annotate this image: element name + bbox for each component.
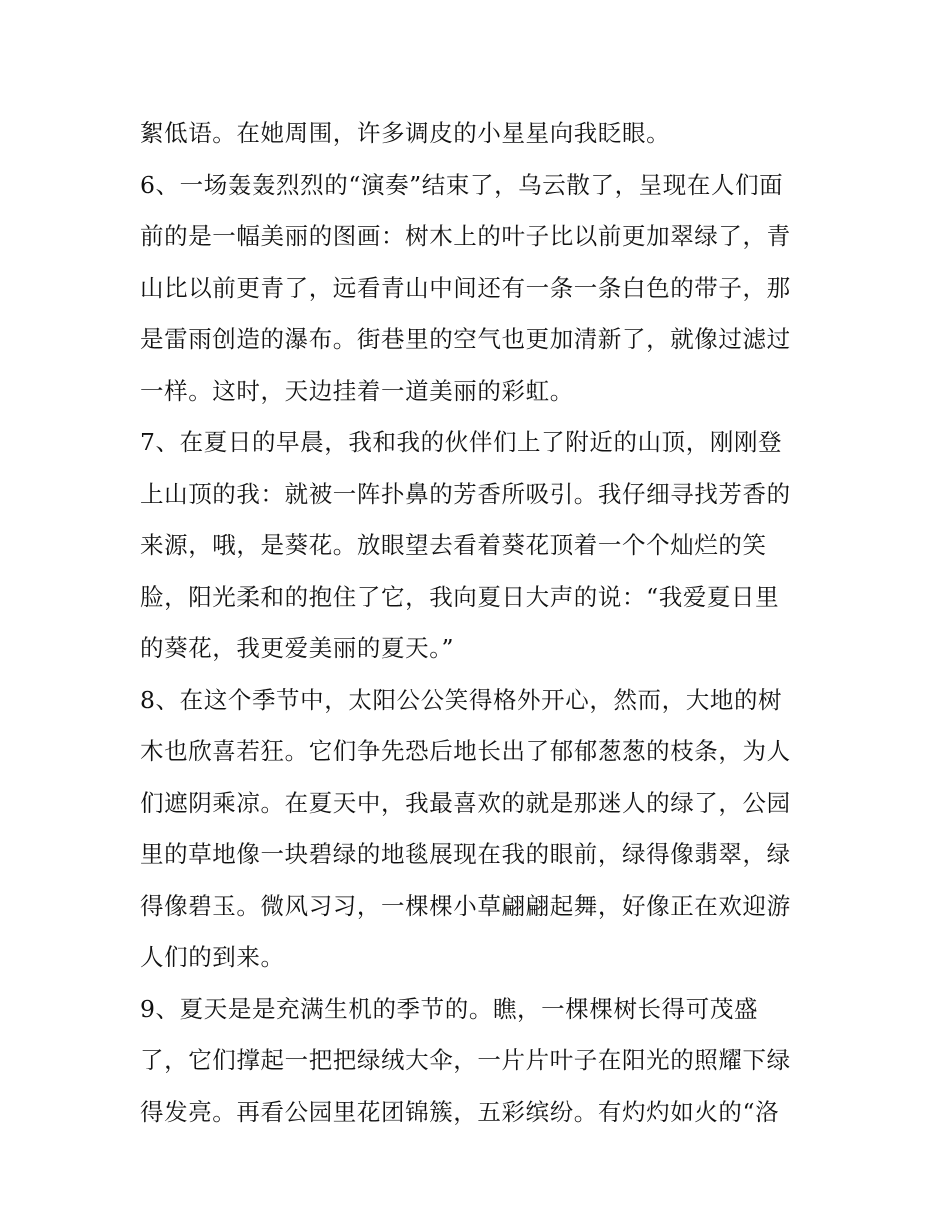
- text-line: 上山顶的我：就被一阵扑鼻的芳香所吸引。我仔细寻找芳香的: [140, 479, 791, 508]
- text-line: 得发亮。再看公园里花团锦簇，五彩缤纷。有灼灼如火的“洛: [140, 1097, 780, 1126]
- text-line: 7、在夏日的早晨，我和我的伙伴们上了附近的山顶，刚刚登: [140, 428, 783, 456]
- text-line: 得像碧玉。微风习习，一棵棵小草翩翩起舞，好像正在欢迎游: [140, 891, 791, 920]
- text-line: 是雷雨创造的瀑布。街巷里的空气也更加清新了，就像过滤过: [140, 325, 791, 353]
- text-line: 8、在这个季节中，太阳公公笑得格外开心，然而，大地的树: [140, 685, 783, 714]
- document-body: [140, 108, 820, 1138]
- text-line: 里的草地像一块碧绿的地毯展现在我的眼前，绿得像翡翠，绿: [140, 840, 791, 868]
- text-line: 9、夏天是是充满生机的季节的。瞧，一棵棵树长得可茂盛: [140, 994, 759, 1023]
- text-line: 脸，阳光柔和的抱住了它，我向夏日大声的说：“我爱夏日里: [140, 582, 780, 611]
- text-line: 山比以前更青了，远看青山中间还有一条一条白色的带子，那: [140, 273, 791, 302]
- text-line: 来源，哦，是葵花。放眼望去看着葵花顶着一个个灿烂的笑: [140, 531, 767, 559]
- text-line: 絮低语。在她周围，许多调皮的小星星向我眨眼。: [140, 119, 671, 147]
- text-line: 木也欣喜若狂。它们争先恐后地长出了郁郁葱葱的枝条，为人: [140, 737, 791, 765]
- text-line: 一样。这时，天边挂着一道美丽的彩虹。: [140, 376, 574, 405]
- text-line: 前的是一幅美丽的图画：树木上的叶子比以前更加翠绿了，青: [140, 222, 791, 250]
- text-line: 们遮阴乘凉。在夏天中，我最喜欢的就是那迷人的绿了，公园: [140, 788, 791, 817]
- text-line: 人们的到来。: [140, 943, 285, 971]
- text-line: 了，它们撑起一把把绿绒大伞，一片片叶子在阳光的照耀下绿: [140, 1046, 791, 1074]
- text-line: 6、一场轰轰烈烈的“演奏”结束了，乌云散了，呈现在人们面: [140, 170, 784, 199]
- text-line: 的葵花，我更爱美丽的夏天。”: [140, 634, 455, 662]
